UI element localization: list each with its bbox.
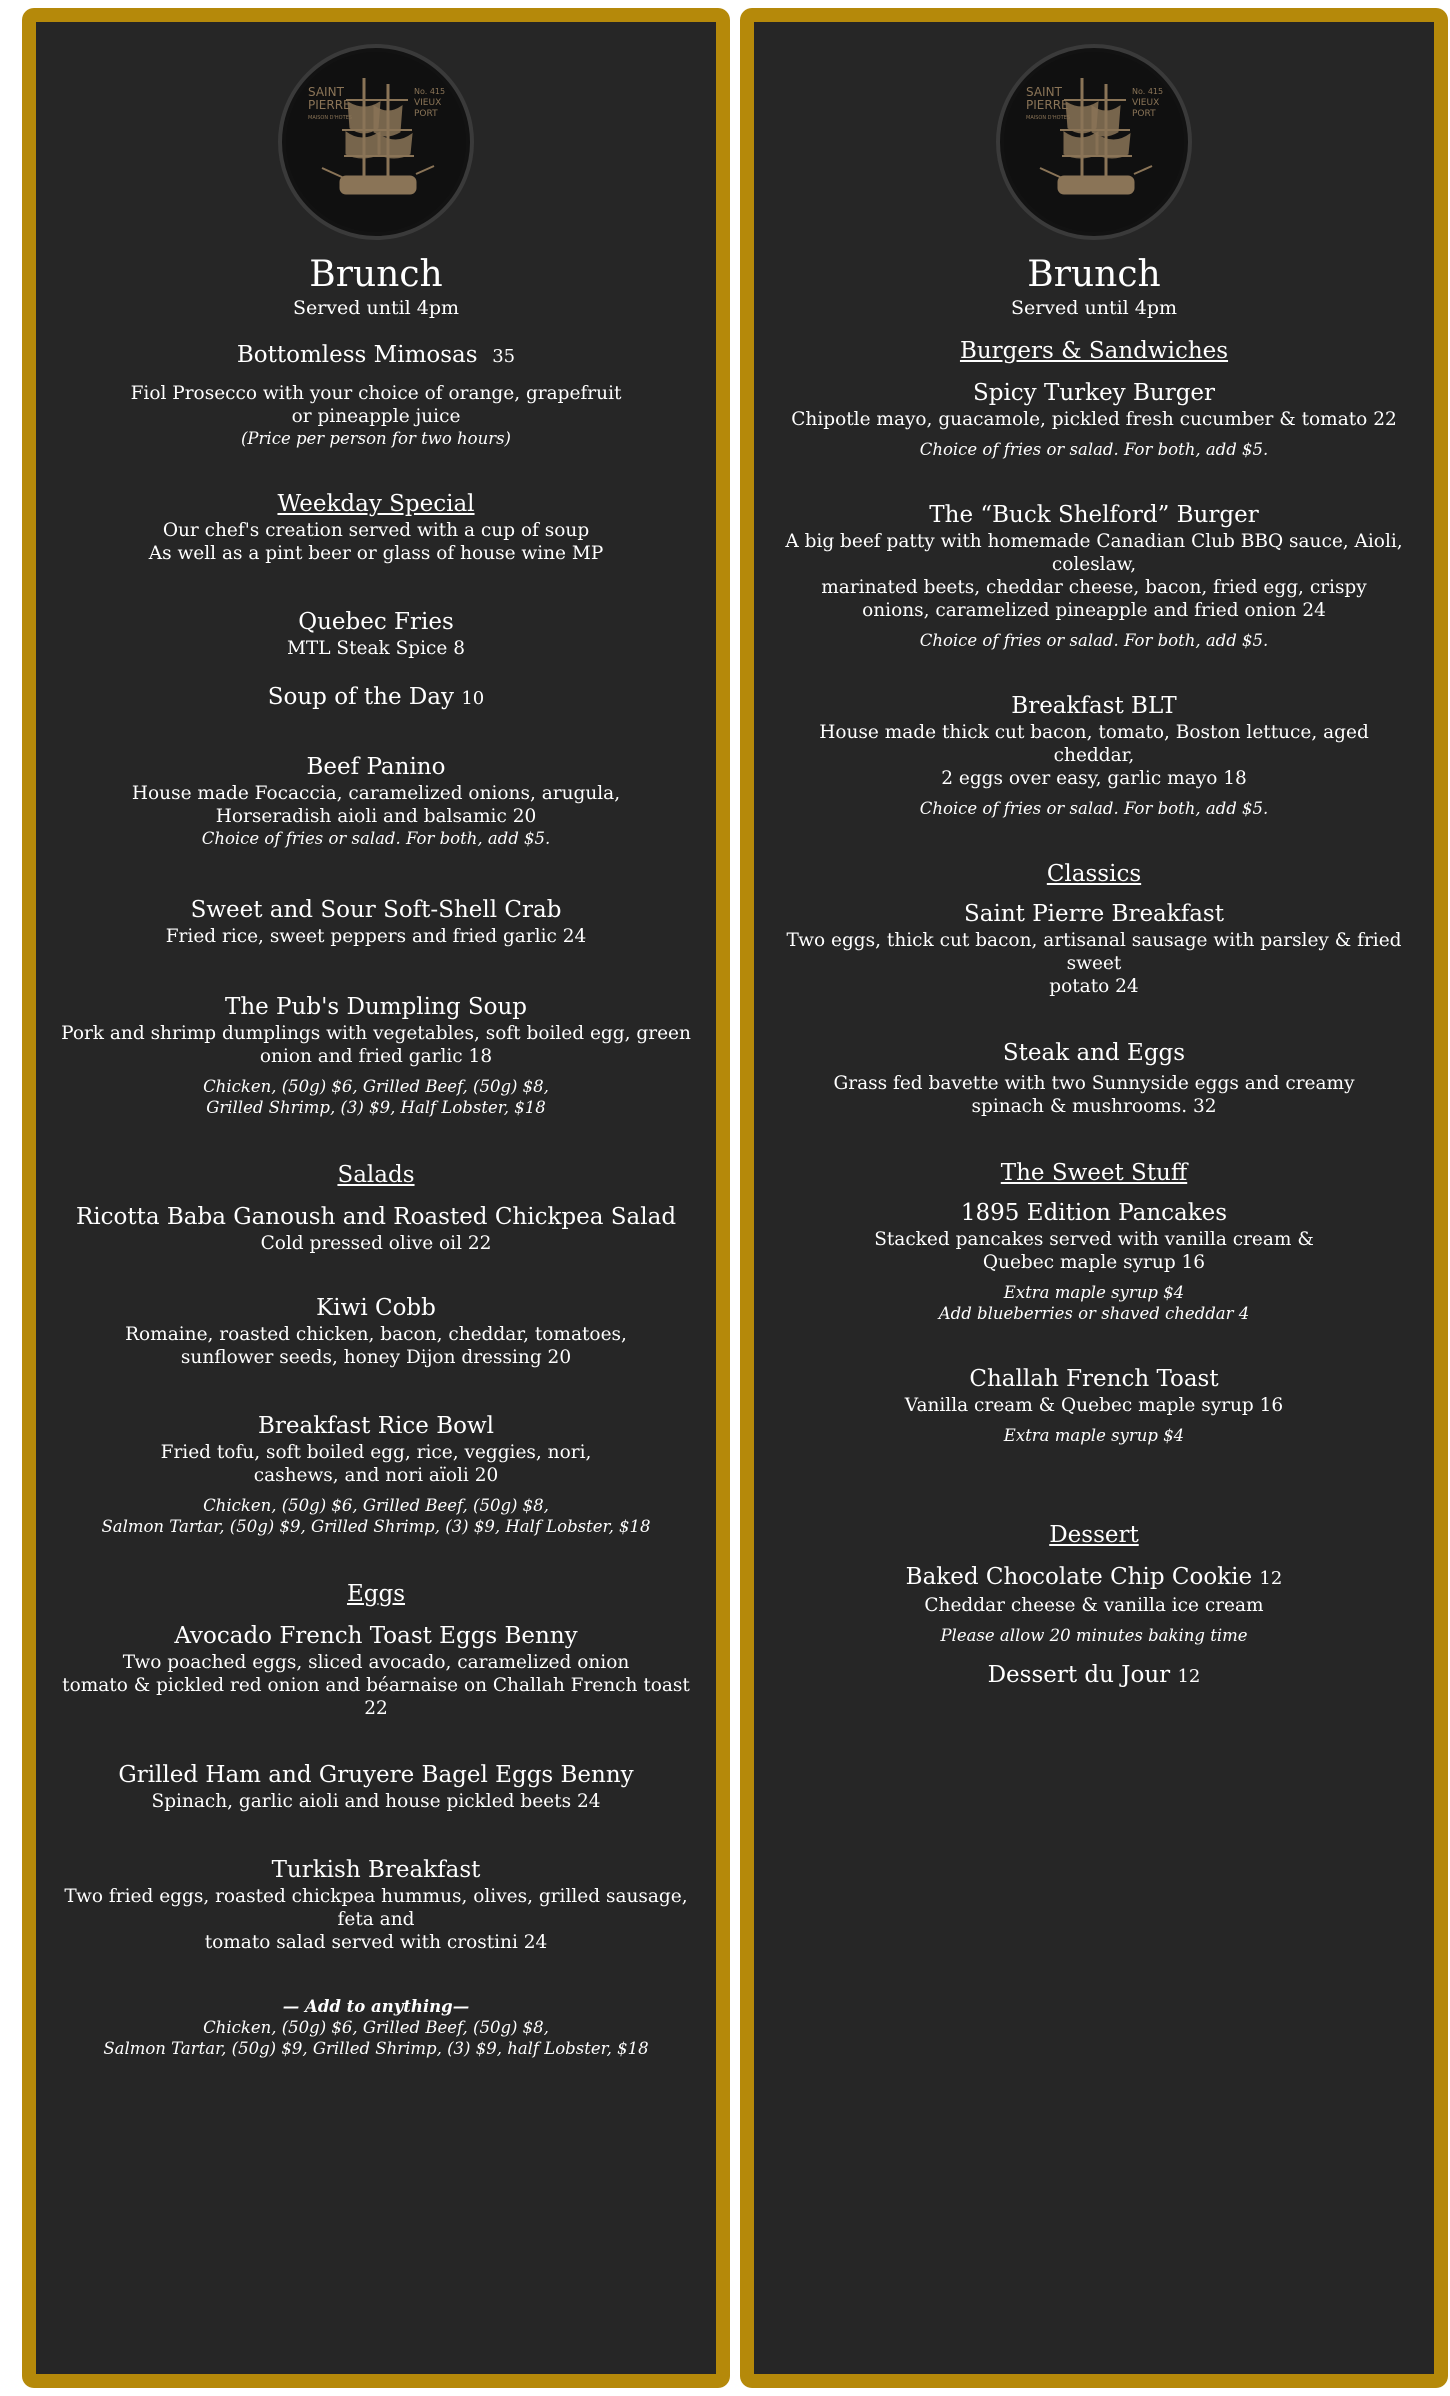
item-note: Salmon Tartar, (50g) $9, Grilled Shrimp, (3) $9, Half Lobster, $18 <box>101 1517 651 1536</box>
item-name: Spicy Turkey Burger <box>972 380 1216 406</box>
right-menu-panel <box>740 8 1448 2388</box>
item-desc: Our chef's creation served with a cup of soup <box>162 520 590 541</box>
section-heading: Salads <box>337 1162 415 1188</box>
item-note: Choice of fries or salad. For both, add $5. <box>919 440 1269 459</box>
menu-title: Brunch <box>1027 254 1161 295</box>
item-note: Choice of fries or salad. For both, add $5. <box>201 829 551 848</box>
item-desc: As well as a pint beer or glass of house wine MP <box>148 543 604 564</box>
item-desc: marinated beets, cheddar cheese, bacon, fried egg, crispy <box>821 577 1367 598</box>
section-sweet-stuff <box>778 1158 1410 1188</box>
item-desc: potato 24 <box>1049 976 1139 997</box>
section-heading: Classics <box>1046 861 1142 887</box>
logo-text-left-3: MAISON D'HOTES <box>308 115 352 121</box>
item-desc: or pineapple juice <box>291 406 461 427</box>
item-desc: Cold pressed olive oil 22 <box>260 1233 492 1254</box>
item-name: 1895 Edition Pancakes <box>960 1200 1228 1226</box>
logo-text-left-1: SAINT <box>308 85 344 99</box>
item-name: The “Buck Shelford” Burger <box>929 502 1259 528</box>
item-note: Chicken, (50g) $6, Grilled Beef, (50g) $8, <box>203 1496 549 1515</box>
right-menu-content <box>754 254 1434 1692</box>
item-desc: Horseradish aioli and balsamic 20 <box>215 806 537 827</box>
add-on-note <box>60 1996 692 2059</box>
item-desc: onion and fried garlic 18 <box>259 1046 493 1067</box>
item-desc: Chipotle mayo, guacamole, pickled fresh cucumber & tomato 22 <box>791 409 1397 430</box>
logo-text-right-2: VIEUX <box>414 98 442 108</box>
item-desc: tomato salad served with crostini 24 <box>204 1932 548 1953</box>
item-name: Kiwi Cobb <box>316 1295 436 1321</box>
menu-item-buck-shelford-burger <box>778 500 1410 651</box>
item-name: Avocado French Toast Eggs Benny <box>174 1623 578 1649</box>
item-name: Steak and Eggs <box>1002 1040 1186 1066</box>
item-name: Saint Pierre Breakfast <box>964 901 1224 927</box>
menu-item-soup <box>60 682 692 714</box>
item-desc: cashews, and nori aïoli 20 <box>253 1465 499 1486</box>
item-note: Extra maple syrup $4 <box>1003 1283 1185 1302</box>
item-desc: Quebec maple syrup 16 <box>982 1252 1206 1273</box>
item-desc: Two fried eggs, roasted chickpea hummus, olives, grilled sausage, feta and <box>64 1886 688 1930</box>
item-name: The Pub's Dumpling Soup <box>224 994 527 1020</box>
item-note: Extra maple syrup $4 <box>1003 1426 1185 1445</box>
menu-item-beef-panino <box>60 752 692 849</box>
item-name: Breakfast Rice Bowl <box>257 1413 494 1439</box>
section-classics <box>778 859 1410 889</box>
menu-item-ham-benny <box>60 1760 692 1813</box>
item-desc: Grass fed bavette with two Sunnyside eggs and creamy <box>833 1073 1355 1094</box>
item-name: Grilled Ham and Gruyere Bagel Eggs Benny <box>118 1762 634 1788</box>
add-on-title: — Add to anything— <box>282 1997 470 2016</box>
menu-item-mimosas <box>60 340 692 449</box>
ship-logo <box>278 44 474 240</box>
item-desc: Fiol Prosecco with your choice of orange, grapefruit <box>130 383 622 404</box>
item-desc: Spinach, garlic aioli and house pickled beets 24 <box>151 1791 601 1812</box>
item-note: (Price per person for two hours) <box>241 429 511 448</box>
menu-subtitle: Served until 4pm <box>292 297 460 319</box>
section-salads <box>60 1160 692 1190</box>
item-name: Ricotta Baba Ganoush and Roasted Chickpea Salad <box>75 1204 677 1230</box>
menu-item-ricotta-salad <box>60 1202 692 1255</box>
item-price: 12 <box>1177 1666 1201 1687</box>
add-on-line: Salmon Tartar, (50g) $9, Grilled Shrimp, (3) $9, half Lobster, $18 <box>103 2039 649 2058</box>
item-desc: Vanilla cream & Quebec maple syrup 16 <box>904 1395 1284 1416</box>
menu-item-saint-pierre-breakfast <box>778 899 1410 998</box>
item-desc: MTL Steak Spice 8 <box>286 638 466 659</box>
menu-item-breakfast-blt <box>778 691 1410 819</box>
menu-item-dumpling-soup <box>60 992 692 1118</box>
item-note: Grilled Shrimp, (3) $9, Half Lobster, $18 <box>206 1098 546 1117</box>
section-heading: Dessert <box>1049 1522 1139 1548</box>
menu-item-turkey-burger <box>778 378 1410 460</box>
menu-item-cookie <box>778 1562 1410 1646</box>
left-menu-panel <box>22 8 730 2388</box>
logo-text-right-3: PORT <box>414 109 438 119</box>
item-note: Chicken, (50g) $6, Grilled Beef, (50g) $8, <box>203 1077 549 1096</box>
item-note: Add blueberries or shaved cheddar 4 <box>938 1304 1250 1323</box>
menu-item-quebec-fries <box>60 607 692 660</box>
item-name: Turkish Breakfast <box>271 1857 481 1883</box>
menu-item-pancakes <box>778 1198 1410 1324</box>
item-price: 35 <box>492 346 516 367</box>
item-name: Breakfast BLT <box>1011 693 1177 719</box>
item-desc: Pork and shrimp dumplings with vegetables, soft boiled egg, green <box>61 1023 691 1044</box>
section-heading: Burgers & Sandwiches <box>959 338 1229 364</box>
item-desc: A big beef patty with homemade Canadian Club BBQ sauce, Aioli, coleslaw, <box>785 531 1403 575</box>
item-desc: House made thick cut bacon, tomato, Boston lettuce, aged cheddar, <box>819 722 1369 766</box>
menu-item-kiwi-cobb <box>60 1293 692 1369</box>
item-name: Quebec Fries <box>298 609 454 635</box>
item-desc: Fried rice, sweet peppers and fried garlic 24 <box>165 926 587 947</box>
logo-text-left-2: PIERRE <box>308 98 351 112</box>
item-desc: 2 eggs over easy, garlic mayo 18 <box>941 768 1247 789</box>
section-weekday-special <box>60 489 692 565</box>
menu-item-turkish-breakfast <box>60 1855 692 1954</box>
logo-text-left-1: SAINT <box>1026 85 1062 99</box>
item-note: Please allow 20 minutes baking time <box>940 1626 1248 1645</box>
item-desc: Cheddar cheese & vanilla ice cream <box>924 1595 1264 1616</box>
logo-text-right-2: VIEUX <box>1132 98 1160 108</box>
item-desc: Fried tofu, soft boiled egg, rice, veggies, nori, <box>160 1442 592 1463</box>
menu-item-steak-and-eggs <box>778 1038 1410 1118</box>
menu-item-dessert-du-jour <box>778 1660 1410 1692</box>
item-desc: Romaine, roasted chicken, bacon, cheddar, tomatoes, <box>125 1324 627 1345</box>
section-heading: Eggs <box>346 1581 406 1607</box>
section-heading: Weekday Special <box>277 491 475 517</box>
item-name: Dessert du Jour <box>987 1662 1171 1688</box>
menu-title: Brunch <box>309 254 443 295</box>
item-name: Bottomless Mimosas <box>236 342 478 368</box>
ship-logo <box>996 44 1192 240</box>
item-desc: sunflower seeds, honey Dijon dressing 20 <box>180 1347 572 1368</box>
item-name: Soup of the Day <box>267 684 455 710</box>
item-desc: tomato & pickled red onion and béarnaise on Challah French toast 22 <box>62 1675 690 1719</box>
logo-text-left-3: MAISON D'HOTES <box>1026 115 1070 121</box>
logo-text-right-1: No. 415 <box>1132 87 1164 96</box>
item-desc: Stacked pancakes served with vanilla cream & <box>874 1229 1314 1250</box>
item-name: Sweet and Sour Soft-Shell Crab <box>190 897 562 923</box>
item-price: 12 <box>1259 1568 1283 1589</box>
menu-item-challah-french-toast <box>778 1364 1410 1446</box>
logo-text-right-3: PORT <box>1132 109 1156 119</box>
item-desc: onions, caramelized pineapple and fried onion 24 <box>862 600 1326 621</box>
item-desc: House made Focaccia, caramelized onions, arugula, <box>131 783 621 804</box>
menu-item-avocado-benny <box>60 1621 692 1720</box>
item-name: Beef Panino <box>306 754 446 780</box>
item-name: Baked Chocolate Chip Cookie <box>905 1564 1253 1590</box>
section-heading: The Sweet Stuff <box>1000 1160 1188 1186</box>
section-dessert <box>778 1520 1410 1550</box>
item-name: Challah French Toast <box>969 1366 1219 1392</box>
left-menu-content <box>36 254 716 2059</box>
logo-text-right-1: No. 415 <box>414 87 446 96</box>
item-desc: Two eggs, thick cut bacon, artisanal sausage with parsley & fried sweet <box>786 930 1402 974</box>
logo-text-left-2: PIERRE <box>1026 98 1069 112</box>
item-desc: spinach & mushrooms. 32 <box>971 1096 1217 1117</box>
menu-item-crab <box>60 895 692 948</box>
section-burgers <box>778 336 1410 366</box>
add-on-line: Chicken, (50g) $6, Grilled Beef, (50g) $8, <box>203 2018 549 2037</box>
section-eggs <box>60 1579 692 1609</box>
item-price: 10 <box>461 688 485 709</box>
item-note: Choice of fries or salad. For both, add $5. <box>919 799 1269 818</box>
menu-subtitle: Served until 4pm <box>1010 297 1178 319</box>
item-note: Choice of fries or salad. For both, add $5. <box>919 631 1269 650</box>
menu-item-rice-bowl <box>60 1411 692 1537</box>
item-desc: Two poached eggs, sliced avocado, caramelized onion <box>122 1652 630 1673</box>
